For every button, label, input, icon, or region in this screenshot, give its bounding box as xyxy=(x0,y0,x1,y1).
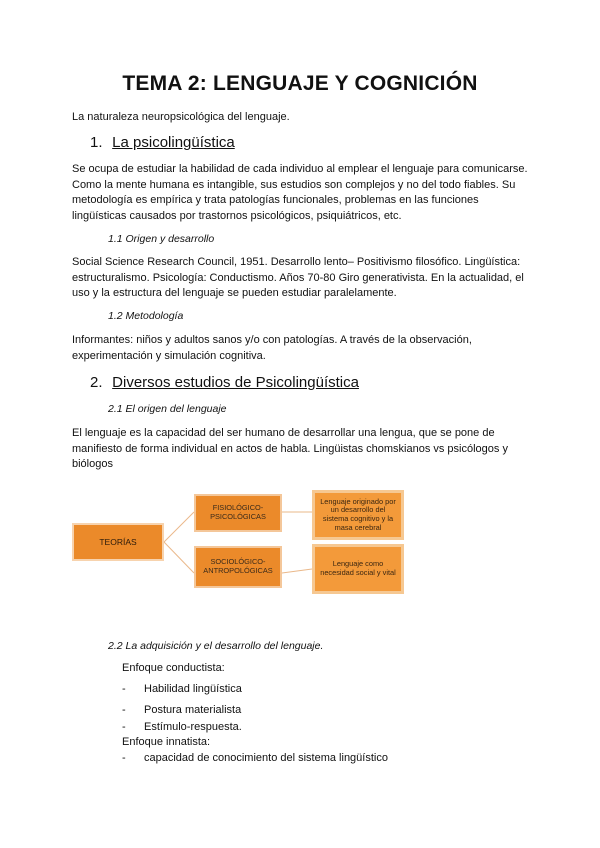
subsection-2-1-heading: 2.1 El origen del lenguaje xyxy=(108,403,227,415)
list-item xyxy=(122,683,242,695)
diagram-branch-sociological: SOCIOLÓGICO- ANTROPOLÓGICAS xyxy=(194,546,282,588)
approach-innatist-label: Enfoque innatista: xyxy=(122,736,211,748)
connector-top xyxy=(164,512,194,542)
list-item xyxy=(122,721,242,733)
diagram-result-cognitive: Lenguaje originado por un desarrollo del sistema cognitivo y la masa cerebral xyxy=(312,490,404,540)
subsection-2-1-body: El lenguaje es la capacidad del ser humano de desarrollar una lengua, que se pone de manifiesto de forma individual en actos de habla. Lingüistas chomskianos vs psicólogos y biólogos xyxy=(72,427,508,471)
subsection-1-2-heading: 1.2 Metodología xyxy=(108,310,184,322)
page-title: TEMA 2: LENGUAJE Y COGNICIÓN xyxy=(122,72,478,95)
list-dash: - xyxy=(122,752,126,764)
list-item-text: Habilidad lingüística xyxy=(144,683,242,695)
intro-text: La naturaleza neuropsicológica del lenguaje. xyxy=(72,111,290,123)
subsection-1-2-body: Informantes: niños y adultos sanos y/o con patologías. A través de la observación, experimentación y simulación cognitiva. xyxy=(72,334,472,362)
section-1-body: Se ocupa de estudiar la habilidad de cada individuo al emplear el lenguaje para comunicarse. Como la mente humana es intangible, sus estudios son complejos y no del todo fiables. Su metodología es empírica y trata patologías funcionales, problemas en las funciones lingüísticas causados por trastornos psicológicos, psiquiátricos, etc. xyxy=(72,163,528,222)
connector-bottom xyxy=(164,542,194,573)
section-2-title: Diversos estudios de Psicolingüística xyxy=(112,374,359,391)
section-2-heading xyxy=(90,374,359,391)
section-1-heading xyxy=(90,134,235,151)
theories-diagram xyxy=(72,490,408,596)
subsection-2-2-heading: 2.2 La adquisición y el desarrollo del lenguaje. xyxy=(108,640,324,652)
diagram-branch-physiological: FISIOLÓGICO- PSICOLÓGICAS xyxy=(194,494,282,532)
section-1-number: 1. xyxy=(90,134,103,151)
list-dash: - xyxy=(122,683,126,695)
list-item xyxy=(122,704,241,716)
subsection-1-1-heading: 1.1 Origen y desarrollo xyxy=(108,233,215,245)
section-2-number: 2. xyxy=(90,374,103,391)
list-item-text: Estímulo-respuesta. xyxy=(144,721,242,733)
approach-behaviorist-label: Enfoque conductista: xyxy=(122,662,225,674)
section-1-title: La psicolingüística xyxy=(112,134,235,151)
list-dash: - xyxy=(122,721,126,733)
list-item-text: Postura materialista xyxy=(144,704,242,716)
connector-bottom-result xyxy=(282,569,312,573)
list-item-text: capacidad de conocimiento del sistema lingüístico xyxy=(144,752,388,764)
list-item xyxy=(122,752,388,764)
list-dash: - xyxy=(122,704,126,716)
diagram-main-box: TEORÍAS xyxy=(72,523,164,561)
subsection-1-1-body: Social Science Research Council, 1951. Desarrollo lento– Positivismo filosófico. Lingüística: estructuralismo. Psicología: Conductismo. Años 70-80 Giro generativista. En la actualidad, el uso y la estructura del lenguaje se pueden estudiar paralelamente. xyxy=(72,256,524,300)
diagram-result-social: Lenguaje como necesidad social y vital xyxy=(312,544,404,594)
